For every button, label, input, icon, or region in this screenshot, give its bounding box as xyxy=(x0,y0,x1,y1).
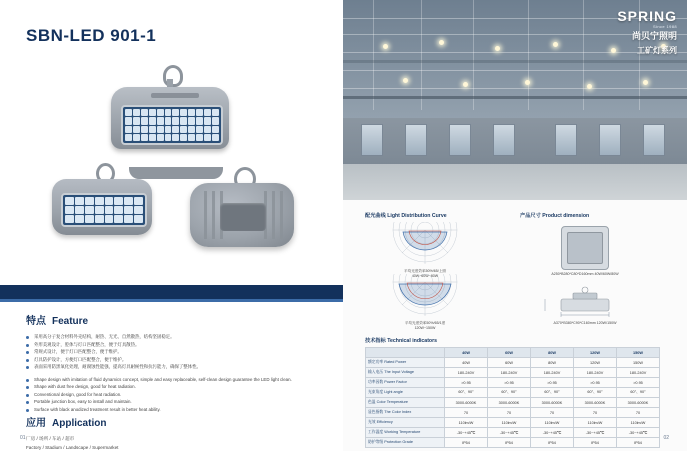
feature-heading xyxy=(26,312,326,327)
table-cell: 3000-6000K xyxy=(445,398,488,408)
lamp-body xyxy=(111,87,229,149)
row-label: 光效 Efficiency xyxy=(366,418,445,428)
feature-list-cn xyxy=(26,333,326,371)
table-cell: IP54 xyxy=(488,438,531,448)
dimension-heading-cn: 产品尺寸 xyxy=(520,213,541,219)
list-item: Conventional design, good for heat radiation. xyxy=(26,391,326,399)
section-divider xyxy=(0,285,343,299)
application-text-en: Factory / Stadium / Landscape / Supermarket xyxy=(26,445,119,450)
row-label: 防护等级 Protection Grade xyxy=(366,438,445,448)
light-distribution-curves xyxy=(365,222,485,332)
feature-heading-cn: 特点 xyxy=(26,316,46,327)
table-cell: 80W xyxy=(531,358,574,368)
table-cell: 110lm/W xyxy=(488,418,531,428)
table-cell: -30~+45℃ xyxy=(617,428,660,438)
product-image-front-large xyxy=(105,65,235,170)
dimension-caption-2: A370*B380*C90*C160mm 120W/150W xyxy=(553,321,617,326)
table-cell: 180-240V xyxy=(574,368,617,378)
ceiling-lamp-icon xyxy=(439,40,444,45)
table-row xyxy=(366,388,660,398)
table-header-row xyxy=(366,348,660,358)
window xyxy=(449,124,471,156)
product-images xyxy=(0,55,343,270)
specification-table xyxy=(365,347,660,448)
product-image-rear xyxy=(188,167,298,262)
table-cell: 60°、90° xyxy=(445,388,488,398)
window xyxy=(555,124,577,156)
table-header-cell xyxy=(366,348,445,358)
page-number-right: 02 xyxy=(663,435,669,441)
dimension-heading xyxy=(520,212,589,219)
spec-heading-cn: 技术指标 xyxy=(365,338,386,344)
table-header-cell: 120W xyxy=(574,348,617,358)
table-cell: IP54 xyxy=(445,438,488,448)
ceiling-lamp-icon xyxy=(463,82,468,87)
table-cell: 70 xyxy=(445,408,488,418)
ceiling-lamp-icon xyxy=(403,78,408,83)
ceiling-lamp-icon xyxy=(611,48,616,53)
list-item: Surface with black anodized treatment result in better heat ability. xyxy=(26,406,326,414)
table-cell: 3000-6000K xyxy=(617,398,660,408)
table-cell: IP54 xyxy=(574,438,617,448)
led-grid xyxy=(123,107,221,143)
product-image-front-small xyxy=(48,163,158,253)
table-cell: 3000-6000K xyxy=(574,398,617,408)
table-cell: -30~+45℃ xyxy=(574,428,617,438)
table-cell: >0.95 xyxy=(617,378,660,388)
polar-diagram-2 xyxy=(389,274,461,330)
top-view-inner xyxy=(567,232,603,264)
table-cell: -30~+45℃ xyxy=(445,428,488,438)
table-row xyxy=(366,358,660,368)
floor xyxy=(343,164,687,200)
table-cell: 40W xyxy=(445,358,488,368)
table-header-cell: 40W xyxy=(445,348,488,358)
list-item: 表面采用防黑氧化处理，耐腐蚀性能强，提高灯具耐候性和抗污能力，确保了整体性。 xyxy=(26,363,326,371)
curve-heading-cn: 配光曲线 xyxy=(365,213,386,219)
table-cell: 60°、90° xyxy=(531,388,574,398)
page-number-left: 01 xyxy=(20,435,26,441)
feature-section xyxy=(26,312,326,413)
table-cell: 110lm/W xyxy=(445,418,488,428)
table-cell: 120W xyxy=(574,358,617,368)
row-label: 工作温度 Working Temperature xyxy=(366,428,445,438)
table-row xyxy=(366,408,660,418)
table-cell: 70 xyxy=(617,408,660,418)
row-label: 输入电压 The Input Voltage xyxy=(366,368,445,378)
table-cell: >0.95 xyxy=(531,378,574,388)
ceiling-lamp-icon xyxy=(495,46,500,51)
spec-heading xyxy=(365,337,437,344)
table-cell: 110lm/W xyxy=(574,418,617,428)
product-dimension-drawings xyxy=(510,222,660,332)
table-cell: -30~+45℃ xyxy=(531,428,574,438)
window xyxy=(361,124,383,156)
factory-photo xyxy=(343,0,687,200)
list-item: Portable junction box, easy to install and maintain. xyxy=(26,398,326,406)
feature-list-en xyxy=(26,376,326,414)
table-cell: >0.95 xyxy=(488,378,531,388)
section-divider-accent xyxy=(0,299,343,302)
table-cell: 180-240V xyxy=(488,368,531,378)
table-cell: >0.95 xyxy=(574,378,617,388)
led-panel xyxy=(61,193,147,227)
table-cell: 60°、90° xyxy=(488,388,531,398)
hook-icon xyxy=(163,65,183,87)
row-label: 色温 Color Temperature xyxy=(366,398,445,408)
table-cell: 180-240V xyxy=(445,368,488,378)
table-cell: >0.95 xyxy=(445,378,488,388)
window xyxy=(493,124,515,156)
dimension-heading-en: Product dimension xyxy=(542,213,590,219)
led-grid xyxy=(63,195,145,225)
curve-caption-2: 平均光度效率50%/65/1度 120W~150W xyxy=(404,321,446,330)
list-item: 灯具防护设计，方便灯口匹配整合，便于维护。 xyxy=(26,356,326,364)
table-header-cell: 150W xyxy=(617,348,660,358)
application-heading-en: Application xyxy=(52,418,107,429)
polar-diagram-1 xyxy=(389,222,461,278)
table-cell: 180-240V xyxy=(531,368,574,378)
led-panel xyxy=(121,105,223,145)
curve-caption-1: 平均光度效率50%/65/上照 40W~60W~80W xyxy=(404,269,446,278)
table-cell: 70 xyxy=(574,408,617,418)
series-label: 工矿灯系列 xyxy=(637,46,677,55)
left-page xyxy=(0,0,343,451)
brand-tagline: Since 1988 xyxy=(652,24,677,29)
page-title: SBN-LED 901-1 xyxy=(26,26,157,45)
table-cell: 70 xyxy=(531,408,574,418)
curve-heading-en: Light Distribution Curve xyxy=(387,213,447,219)
row-label: 显色指数 The Color Index xyxy=(366,408,445,418)
brand-logo xyxy=(617,8,677,56)
window xyxy=(405,124,427,156)
application-text-cn: 厂房 / 场所 / 车站 / 超市 xyxy=(26,436,75,441)
table-cell: 60°、90° xyxy=(617,388,660,398)
table-header-cell: 60W xyxy=(488,348,531,358)
list-item: 采用高分子复合材料外壳结构，耐热、无光、自然散热，结构坚固稳定。 xyxy=(26,333,326,341)
table-cell: 150W xyxy=(617,358,660,368)
row-label: 功率因数 Power Factor xyxy=(366,378,445,388)
spec-heading-en: Technical indicators xyxy=(387,338,437,344)
row-label: 光束角度 Light angle xyxy=(366,388,445,398)
table-cell: 110lm/W xyxy=(617,418,660,428)
ceiling-lamp-icon xyxy=(587,84,592,89)
table-cell: 110lm/W xyxy=(531,418,574,428)
table-cell: 70 xyxy=(488,408,531,418)
table-cell: 180-240V xyxy=(617,368,660,378)
lamp-body xyxy=(52,179,152,235)
table-row xyxy=(366,378,660,388)
ceiling-lamp-icon xyxy=(553,42,558,47)
row-label: 额定功率 Rated Power xyxy=(366,358,445,368)
lamp-body-rear xyxy=(190,183,294,247)
table-cell: 3000-6000K xyxy=(488,398,531,408)
dimension-side-view xyxy=(539,285,631,319)
window xyxy=(643,124,665,156)
table-cell: IP54 xyxy=(617,438,660,448)
ceiling-lamp-icon xyxy=(525,80,530,85)
feature-heading-en: Feature xyxy=(52,316,89,327)
brand-name-en: SPRING xyxy=(617,8,677,24)
driver-box xyxy=(220,203,266,231)
ceiling-lamp-icon xyxy=(383,44,388,49)
list-item: Shape with dust free design, good for heat radiation. xyxy=(26,383,326,391)
list-item: 外形美观设计，腔体与灯口匹配整合，便于灯具散热。 xyxy=(26,341,326,349)
dimension-top-view xyxy=(561,226,609,270)
wall xyxy=(343,118,687,164)
application-section xyxy=(26,414,326,452)
brand-name-cn: 尚贝宁照明 xyxy=(631,31,677,41)
table-row xyxy=(366,438,660,448)
table-header-cell: 80W xyxy=(531,348,574,358)
table-row xyxy=(366,418,660,428)
brand-strip xyxy=(151,93,199,98)
table-cell: 60°、90° xyxy=(574,388,617,398)
table-cell: -30~+45℃ xyxy=(488,428,531,438)
table-cell: 60W xyxy=(488,358,531,368)
dimension-caption-1: A250*B280*C80*D160mm 40W/60W/80W xyxy=(551,272,619,276)
ceiling-lamp-icon xyxy=(643,80,648,85)
list-item: 常规式设计，便于灯口匹配整合，便于维护。 xyxy=(26,348,326,356)
table-cell: IP54 xyxy=(531,438,574,448)
curve-heading xyxy=(365,212,447,219)
table-row xyxy=(366,368,660,378)
application-heading xyxy=(26,414,326,429)
table-row xyxy=(366,428,660,438)
window xyxy=(599,124,621,156)
application-heading-cn: 应用 xyxy=(26,418,46,429)
table-row xyxy=(366,398,660,408)
list-item: Shape design with imitation of fluid dynamics concept, simple and easy replaceable, self-clean design guarantee the LED light clean. xyxy=(26,376,326,384)
table-cell: 3000-6000K xyxy=(531,398,574,408)
